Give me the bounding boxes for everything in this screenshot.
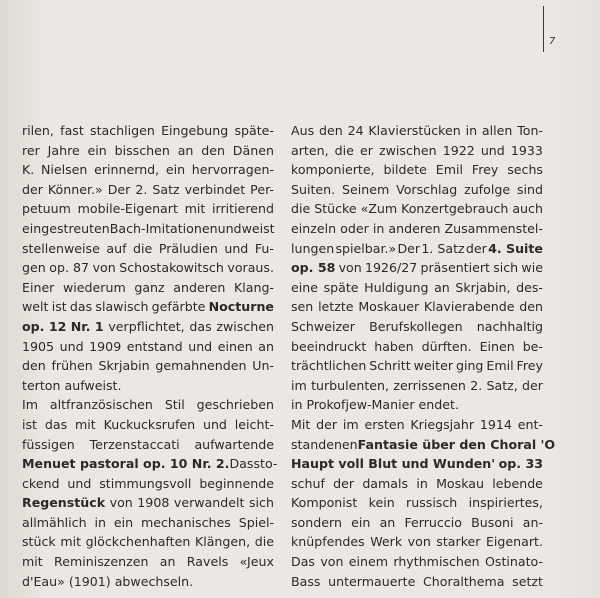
word: dürften. [421, 338, 472, 354]
word: aufwartende [194, 436, 274, 452]
word: petuum [22, 201, 71, 217]
word: 1909 [89, 338, 122, 354]
word: Ferruccio [404, 514, 462, 530]
word: Emil [435, 162, 464, 178]
word: Aus [291, 123, 315, 138]
word: 1933 [510, 142, 543, 158]
word: gefärbte [151, 299, 206, 315]
word: das [44, 416, 68, 432]
text-line [291, 532, 543, 552]
word: irritierend [212, 201, 274, 217]
word: an [159, 554, 176, 570]
word: Frey [516, 358, 543, 374]
word: Schweizer [291, 318, 355, 334]
word: 1905 [22, 338, 55, 354]
word: Stücke [314, 201, 357, 217]
word: Mit [291, 416, 311, 432]
word: standenen [291, 436, 358, 452]
word: 1. Satz [421, 240, 465, 256]
text-line [22, 572, 274, 592]
word: 1908 [137, 495, 170, 511]
word: Fantasie über den Choral 'O [357, 436, 556, 452]
text-line [22, 532, 274, 552]
word: zufolge [464, 181, 511, 197]
word: beeindruckt [291, 338, 367, 354]
word: Schostakowitsch [119, 260, 224, 276]
word: von [92, 260, 116, 276]
word: an [258, 338, 274, 354]
text-line [291, 317, 543, 337]
text-line [291, 278, 543, 298]
word: Bass [291, 573, 321, 589]
word: Komponist [291, 495, 358, 511]
word: damals [362, 475, 409, 491]
word: Einer [22, 279, 55, 295]
word: im [291, 377, 307, 393]
word: mit [75, 416, 96, 432]
word: stimmungsvoll [99, 475, 192, 491]
word: Moskauer [358, 299, 420, 315]
word: «Jeux [239, 554, 274, 570]
word: Satz [152, 181, 180, 197]
text-line [22, 278, 274, 298]
word: Frey [471, 162, 499, 178]
word: an [177, 142, 194, 158]
text-line [291, 395, 543, 415]
word: erinnernd, [94, 162, 160, 178]
page-number: 7 [549, 36, 556, 47]
word: haben [374, 338, 414, 354]
text-line [22, 415, 274, 435]
word: die [133, 240, 153, 256]
left-column [22, 121, 278, 591]
text-line [22, 513, 274, 533]
word: mit [60, 534, 82, 550]
word: einen [217, 338, 253, 354]
word: an- [522, 514, 543, 530]
word: der [22, 181, 43, 197]
word: anderen [388, 220, 441, 236]
word: die [254, 534, 274, 550]
word: Skrjabin [98, 358, 150, 374]
word: sind [516, 181, 543, 197]
word: in [94, 514, 106, 530]
word: Skrjabin, [455, 279, 511, 295]
word: ist [51, 299, 67, 315]
word: das [69, 299, 93, 315]
word: 1922 [442, 142, 475, 158]
word: ist [22, 416, 37, 432]
word: 2. [135, 181, 148, 197]
word: Bach-Imitationen [109, 220, 218, 236]
text-line [22, 337, 274, 357]
word: weiter [413, 358, 454, 374]
word: Haupt voll Blut und Wunden' [291, 456, 496, 472]
word: Per- [250, 181, 274, 197]
word: d'Eau» (1901) abwechseln. [22, 573, 194, 589]
word: gemahnenden [155, 358, 247, 374]
word: an [379, 514, 396, 530]
word: Satz, [486, 377, 518, 393]
word: in Prokofjew-Manier endet. [291, 397, 459, 413]
word: auf [106, 240, 127, 256]
word: Seinem [341, 181, 390, 197]
word: 2. [470, 377, 483, 393]
word: füssigen [22, 436, 75, 452]
word: der [522, 377, 543, 393]
word: Terzenstaccati [89, 436, 180, 452]
text-line [22, 454, 278, 474]
word: ganz [134, 279, 165, 295]
text-line [291, 219, 543, 239]
text-line [22, 141, 274, 161]
word: untermauerte [328, 573, 416, 589]
word: von [338, 260, 362, 276]
word: und [480, 142, 505, 158]
word: op. 33 [498, 456, 543, 472]
word: rhythmischen [393, 554, 480, 570]
word: Huldigung [364, 279, 429, 295]
word: einem [348, 554, 389, 570]
word: bisschen [114, 142, 170, 158]
word: des- [516, 279, 543, 295]
word: von [320, 554, 344, 570]
word: späte [323, 279, 359, 295]
text-line [291, 435, 556, 455]
text-line [291, 552, 543, 572]
word: Der [397, 240, 421, 256]
text-line [291, 199, 543, 219]
word: Menuet pastoral op. 10 Nr. 2. [22, 456, 230, 472]
word: letzte [318, 299, 354, 315]
text-line [22, 180, 274, 200]
text-line [22, 376, 274, 396]
word: er [359, 142, 373, 158]
word: das [189, 318, 212, 334]
word: Kuckucksrufen [103, 416, 196, 432]
word: fast [60, 123, 84, 138]
word: in [416, 475, 428, 491]
word: Un- [252, 358, 274, 374]
header-rule [543, 6, 544, 52]
word: Klavierabende [423, 299, 515, 315]
word: Klängen, [194, 534, 251, 550]
word: terton aufweist. [22, 377, 122, 393]
text-line [22, 219, 274, 239]
text-line [291, 239, 543, 259]
word: im [342, 416, 359, 432]
word: 1926/27 [364, 260, 418, 276]
word: schuf [291, 475, 325, 491]
word: entstand [126, 338, 183, 354]
word: Eigenart. [485, 534, 543, 550]
word: sechs [507, 162, 543, 178]
word: die [291, 201, 311, 217]
text-line [22, 239, 274, 259]
word: verwandelt [173, 495, 245, 511]
word: op. 12 Nr. 1 [22, 318, 104, 334]
text-line [22, 474, 274, 494]
word: präsentiert [420, 260, 490, 276]
word: 1914 [479, 416, 512, 432]
word: Berufskollegen [369, 318, 463, 334]
word: ein [113, 514, 134, 530]
word: mobile-Eigenart [77, 201, 178, 217]
word: zerrissenen [393, 377, 466, 393]
word: Choralthema [422, 573, 505, 589]
word: Konzertgebrauch [401, 201, 509, 217]
word: sich [248, 495, 274, 511]
word: glöckchenhaften [85, 534, 191, 550]
word: und [217, 220, 242, 236]
word: Suiten. [291, 181, 336, 197]
word: mechanisches [140, 514, 231, 530]
word: lungen [291, 240, 335, 256]
word: knüpfendes [291, 534, 365, 550]
text-line [291, 141, 543, 161]
word: in [465, 123, 478, 138]
word: Emil [486, 358, 514, 374]
word: und [67, 475, 92, 491]
text-line [291, 513, 543, 533]
word: Könner.» [47, 181, 103, 197]
word: ckend [22, 475, 60, 491]
word: die [334, 142, 354, 158]
word: der [316, 416, 338, 432]
word: stück [22, 534, 56, 550]
word: Präludien [158, 240, 218, 256]
word: K. [22, 162, 35, 178]
word: ging [455, 358, 484, 374]
word: auch [512, 201, 543, 217]
word: starker [436, 534, 481, 550]
text-line [22, 199, 274, 219]
word: sich [493, 260, 519, 276]
word: stachligen [90, 123, 155, 138]
word: sto- [253, 456, 278, 472]
word: rilen, [22, 123, 54, 138]
text-line [22, 121, 274, 141]
word: an [434, 279, 450, 295]
text-line [291, 356, 543, 376]
word: mit [22, 554, 43, 570]
word: von [407, 534, 431, 550]
word: verbindet [184, 181, 246, 197]
word: der [333, 475, 355, 491]
word: in [372, 220, 385, 236]
word: geschrieben [196, 397, 274, 413]
word: Schritt [369, 358, 411, 374]
word: Ton- [517, 123, 543, 138]
word: Spiel- [238, 514, 274, 530]
word: Reminiszenzen [54, 554, 149, 570]
word: trächtlichen [291, 358, 367, 374]
word: von [109, 495, 133, 511]
word: ein [87, 142, 107, 158]
text-line [291, 160, 543, 180]
word: op. 58 [291, 260, 336, 276]
word: kein [368, 495, 395, 511]
text-line [22, 552, 274, 572]
right-column [291, 121, 556, 591]
word: Fu- [254, 240, 274, 256]
word: 24 [347, 123, 364, 138]
text-line [22, 258, 274, 278]
word: op. 87 [49, 260, 90, 276]
word: Vorschlag [396, 181, 458, 197]
word: lebende [492, 475, 543, 491]
text-line [291, 297, 543, 317]
word: Werk [370, 534, 403, 550]
text-line [22, 317, 274, 337]
word: rer [22, 142, 40, 158]
word: nachhaltig [476, 318, 543, 334]
word: ein [351, 514, 371, 530]
word: Eingebung [161, 123, 229, 138]
word: Busoni [471, 514, 514, 530]
word: Dänen [232, 142, 274, 158]
word: und [224, 240, 249, 256]
word: arten, [291, 142, 329, 158]
word: Klang- [233, 279, 274, 295]
word: zwischen [379, 142, 437, 158]
word: Ravels [186, 554, 229, 570]
word: Ostinato- [484, 554, 543, 570]
word: sen [291, 299, 314, 315]
word: allmählich [22, 514, 87, 530]
text-line [291, 454, 543, 474]
text-line [291, 415, 543, 435]
text-line [291, 572, 543, 592]
word: den [519, 299, 543, 315]
word: Das [291, 554, 315, 570]
text-line [22, 356, 274, 376]
text-line [22, 160, 274, 180]
word: anderen [173, 279, 226, 295]
word: welt [22, 299, 49, 315]
word: allen [481, 123, 513, 138]
word: stellenweise [22, 240, 100, 256]
word: turbulenten, [311, 377, 390, 393]
word: einzeln [291, 220, 337, 236]
text-line [22, 297, 274, 317]
word: ein [165, 162, 186, 178]
text-line [22, 435, 274, 455]
word: zwischen [216, 318, 274, 334]
word: wie [521, 260, 543, 276]
word: oder [340, 220, 369, 236]
word: Das [229, 456, 254, 472]
word: Stil [164, 397, 185, 413]
word: hervorragen- [191, 162, 274, 178]
word: bildete [383, 162, 427, 178]
word: Klavierstücken [368, 123, 461, 138]
word: Jahre [47, 142, 80, 158]
word: Nielsen [40, 162, 88, 178]
word: verpflichtet, [108, 318, 185, 334]
word: be- [522, 338, 543, 354]
word: der [465, 240, 487, 256]
text-line [291, 376, 543, 396]
word: Zusammenstel- [444, 220, 543, 236]
word: altfranzösischen [49, 397, 153, 413]
text-line [291, 337, 543, 357]
text-line [22, 493, 274, 513]
word: ent- [517, 416, 543, 432]
word: ersten [364, 416, 405, 432]
word: späte- [234, 123, 274, 138]
word: gen [22, 260, 46, 276]
word: den [319, 123, 343, 138]
text-line [291, 121, 543, 141]
word: russisch [406, 495, 458, 511]
word: slawisch [95, 299, 149, 315]
word: und [188, 338, 213, 354]
word: spielbar.» [335, 240, 397, 256]
word: wiederum [63, 279, 126, 295]
word: Einen [479, 338, 515, 354]
word: den [22, 358, 46, 374]
word: mit [184, 201, 206, 217]
word: inspiriertes, [468, 495, 543, 511]
word: Nocturne [208, 299, 274, 315]
text-line [22, 395, 274, 415]
word: den [201, 142, 225, 158]
word: eingestreuten [22, 220, 110, 236]
word: und [202, 416, 227, 432]
text-line [291, 493, 543, 513]
word: 4. Suite [488, 240, 543, 256]
text-line [291, 474, 543, 494]
word: Moskau [436, 475, 484, 491]
text-line [291, 180, 543, 200]
word: sondern [291, 514, 342, 530]
word: beginnende [199, 475, 274, 491]
word: eine [291, 279, 318, 295]
word: setzt [512, 573, 543, 589]
text-line [291, 258, 543, 278]
word: leicht- [234, 416, 274, 432]
word: weist [241, 220, 275, 236]
word: komponierte, [291, 162, 375, 178]
word: «Zum [360, 201, 398, 217]
word: Kriegsjahr [410, 416, 475, 432]
word: frühen [51, 358, 93, 374]
word: und [59, 338, 84, 354]
word: voraus. [227, 260, 274, 276]
word: Der [107, 181, 131, 197]
word: Im [22, 397, 38, 413]
word: Regenstück [22, 495, 106, 511]
